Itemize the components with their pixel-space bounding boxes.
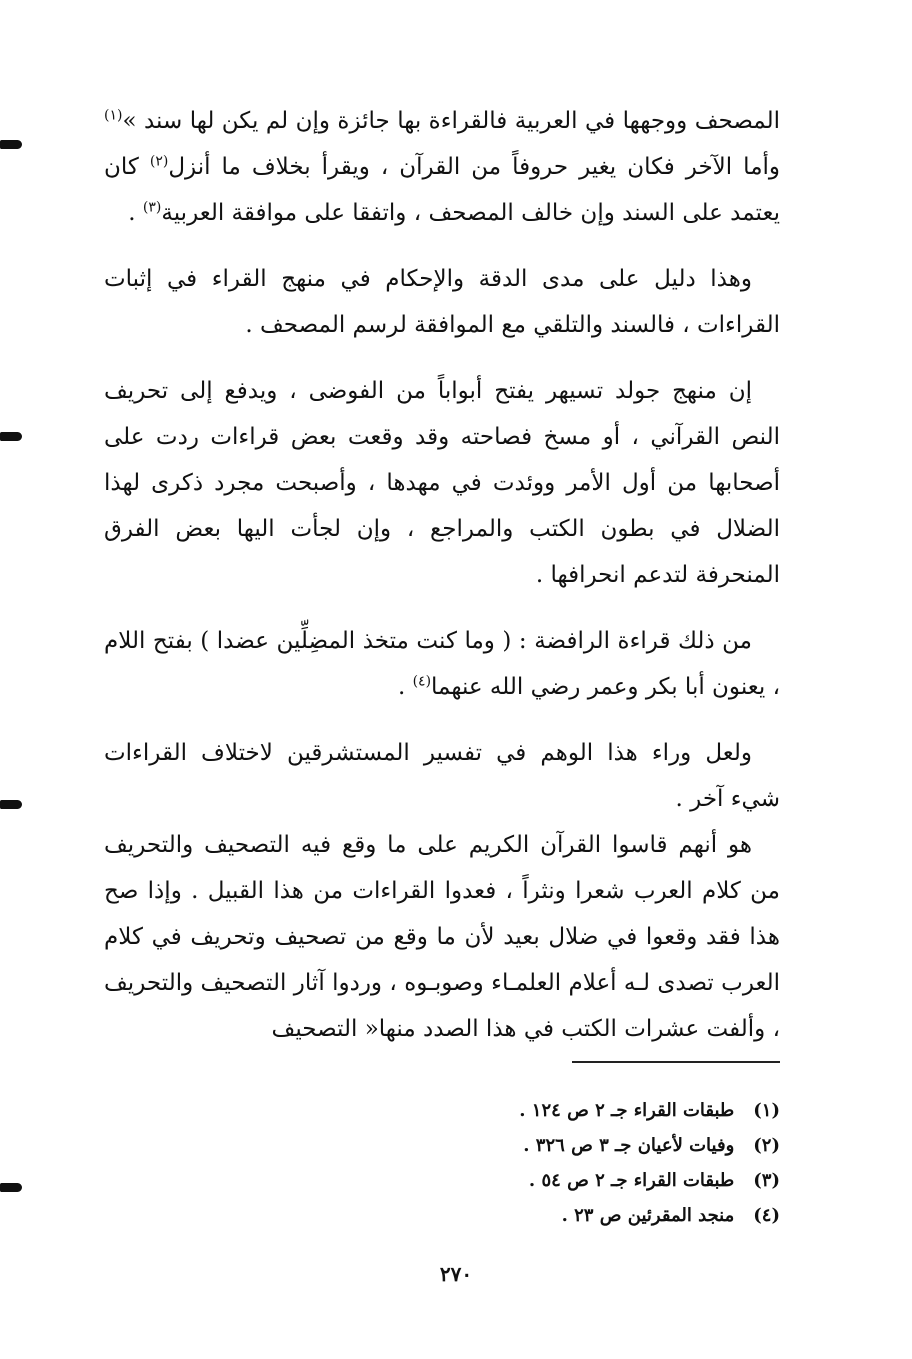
paragraph-text: هو أنهم قاسوا القرآن الكريم على ما وقع فيه التصحيف والتحريف من كلام العرب شعرا ونثراً ، فعدوا القراءات من هذا القبيل . وإذا صح هذا فقد وقعوا في ضلال بعيد لأن ما وقع من تصحيف وتحريف في كلام العرب تصدى لـه أعلام العلمـاء وصوبـوه ، وردوا آثار التصحيف والتحريف ، وألفت عشرات الكتب في هذا الصدد منها« التصحيف — [104, 832, 780, 1042]
paragraph-text: . — [128, 200, 143, 226]
footnote-number: (١) — [753, 1100, 780, 1121]
footnote-number: (٣) — [753, 1170, 780, 1191]
main-text — [104, 98, 780, 1052]
paragraph — [104, 368, 780, 598]
paragraph-text: كان يعتمد على السند وإن خالف المصحف ، واتفقا على موافقة العربية — [104, 154, 780, 226]
paragraph — [104, 618, 780, 710]
footnote-item — [380, 1128, 780, 1163]
paragraph-text: إن منهج جولد تسيهر يفتح أبواباً من الفوضى ، ويدفع إلى تحريف النص القرآني ، أو مسخ فصاحته وقد وقعت بعض قراءات ردت على أصحابها من أول الأمر ووئدت في مهدها ، وأصبحت مجرد ذكرى لهذا الضلال في بطون الكتب والمراجع ، وإن لجأت اليها بعض الفرق المنحرفة لتدعم انحرافها . — [104, 378, 780, 588]
footnote-separator — [572, 1061, 780, 1063]
paragraph-text: ولعل وراء هذا الوهم في تفسير المستشرقين لاختلاف القراءات شيء آخر . — [104, 740, 780, 812]
paragraph-text: من ذلك قراءة الرافضة : ( وما كنت متخذ المضِلِّين عضدا ) بفتح اللام ، يعنون أبا بكر وعمر رضي الله عنهما — [104, 628, 780, 700]
footnote-ref: (١) — [104, 107, 123, 124]
footnote-text: طبقات القراء جـ ٢ ص ١٢٤ . — [519, 1100, 735, 1121]
margin-binding-mark — [0, 432, 22, 441]
paragraph-text: وهذا دليل على مدى الدقة والإحكام في منهج القراء في إثبات القراءات ، فالسند والتلقي مع الموافقة لرسم المصحف . — [104, 266, 780, 338]
footnote-ref: (٢) — [149, 153, 169, 170]
margin-binding-mark — [0, 1183, 22, 1192]
paragraph — [104, 256, 780, 348]
paragraph-text: . — [397, 674, 413, 700]
footnote-text: وفيات لأعيان جـ ٣ ص ٣٢٦ . — [523, 1135, 735, 1156]
paragraph-text: وأما الآخر فكان يغير حروفاً من القرآن ، ويقرأ بخلاف ما أنزل — [168, 154, 781, 180]
footnote-item — [380, 1093, 780, 1128]
footnote-text: طبقات القراء جـ ٢ ص ٥٤ . — [528, 1170, 735, 1191]
paragraph — [104, 822, 780, 1052]
footnote-ref: (٣) — [142, 199, 162, 216]
page-number: ٢٧٠ — [439, 1262, 473, 1286]
paragraph — [104, 730, 780, 822]
paragraph-text: المصحف ووجهها في العربية فالقراءة بها جائزة وإن لم يكن لها سند » — [122, 108, 780, 134]
footnotes — [380, 1093, 780, 1233]
footnote-item — [380, 1163, 780, 1198]
margin-binding-mark — [0, 140, 22, 149]
footnote-number: (٢) — [753, 1135, 780, 1156]
footnote-item — [380, 1198, 780, 1233]
margin-binding-mark — [0, 800, 22, 809]
footnote-ref: (٤) — [412, 673, 432, 690]
paragraph — [104, 98, 780, 236]
footnote-text: منجد المقرئين ص ٢٣ . — [561, 1205, 735, 1226]
footnote-number: (٤) — [753, 1205, 780, 1226]
